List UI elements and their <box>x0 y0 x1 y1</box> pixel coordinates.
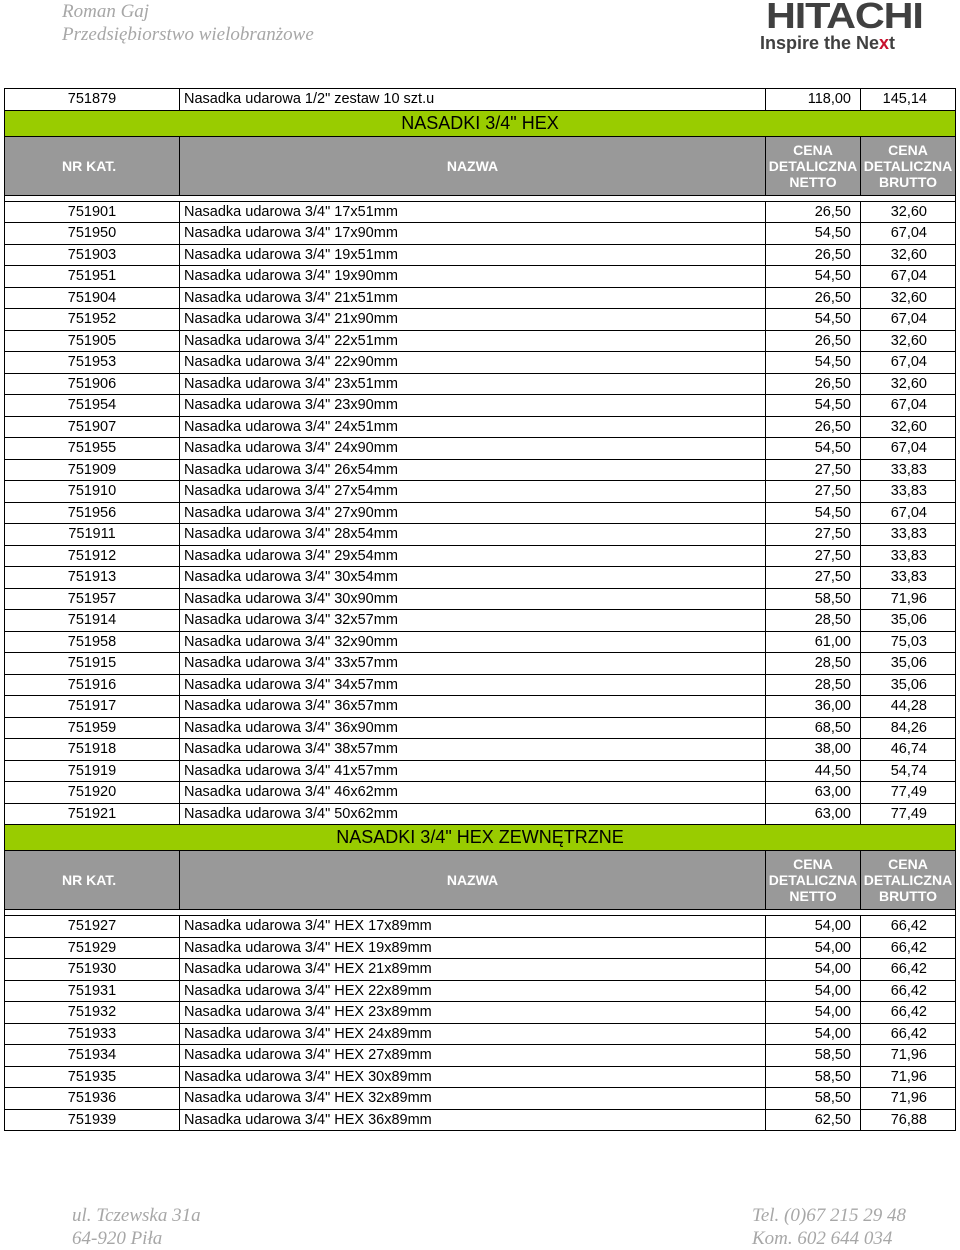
price-netto: 54,00 <box>766 1002 861 1024</box>
price-netto: 54,50 <box>766 438 861 460</box>
table-row <box>5 980 956 1002</box>
logo-tagline-a: Inspire the Ne <box>760 33 880 53</box>
product-name: Nasadka udarowa 3/4" HEX 24x89mm <box>180 1023 766 1045</box>
catalog-number: 751955 <box>5 438 180 460</box>
price-brutto: 84,26 <box>861 717 956 739</box>
price-brutto: 32,60 <box>861 287 956 309</box>
table-row <box>5 545 956 567</box>
catalog-number: 751935 <box>5 1066 180 1088</box>
price-brutto: 71,96 <box>861 1088 956 1110</box>
catalog-number: 751932 <box>5 1002 180 1024</box>
product-name: Nasadka udarowa 3/4" HEX 32x89mm <box>180 1088 766 1110</box>
product-name: Nasadka udarowa 3/4" 30x54mm <box>180 567 766 589</box>
section-title: NASADKI 3/4" HEX <box>5 110 956 136</box>
price-brutto: 66,42 <box>861 916 956 938</box>
catalog-number: 751920 <box>5 782 180 804</box>
section-title: NASADKI 3/4" HEX ZEWNĘTRZNE <box>5 825 956 851</box>
section-title-row <box>5 825 956 851</box>
price-brutto: 44,28 <box>861 696 956 718</box>
product-name: Nasadka udarowa 3/4" 50x62mm <box>180 803 766 825</box>
price-brutto: 66,42 <box>861 959 956 981</box>
product-name: Nasadka udarowa 3/4" 34x57mm <box>180 674 766 696</box>
product-name: Nasadka udarowa 3/4" 23x51mm <box>180 373 766 395</box>
column-header-line: DETALICZNA <box>768 157 858 174</box>
column-header-line: NETTO <box>789 888 837 904</box>
table-row <box>5 1088 956 1110</box>
price-netto: 54,00 <box>766 959 861 981</box>
price-netto: 44,50 <box>766 760 861 782</box>
price-netto: 28,50 <box>766 653 861 675</box>
table-row <box>5 438 956 460</box>
price-brutto: 67,04 <box>861 438 956 460</box>
footer-street: ul. Tczewska 31a <box>72 1205 201 1226</box>
column-header-name: NAZWA <box>180 136 766 195</box>
catalog-number: 751906 <box>5 373 180 395</box>
price-netto: 36,00 <box>766 696 861 718</box>
price-netto: 54,00 <box>766 937 861 959</box>
catalog-number: 751952 <box>5 309 180 331</box>
table-row <box>5 1002 956 1024</box>
catalog-number: 751903 <box>5 244 180 266</box>
price-netto: 27,50 <box>766 567 861 589</box>
catalog-number: 751879 <box>5 89 180 111</box>
price-brutto: 76,88 <box>861 1109 956 1131</box>
catalog-number: 751931 <box>5 980 180 1002</box>
product-name: Nasadka udarowa 3/4" 29x54mm <box>180 545 766 567</box>
table-row <box>5 244 956 266</box>
product-name: Nasadka udarowa 3/4" HEX 23x89mm <box>180 1002 766 1024</box>
table-row <box>5 481 956 503</box>
product-name: Nasadka udarowa 3/4" 23x90mm <box>180 395 766 417</box>
column-header-name: NAZWA <box>180 851 766 910</box>
price-brutto: 66,42 <box>861 980 956 1002</box>
product-name: Nasadka udarowa 1/2" zestaw 10 szt.u <box>180 89 766 111</box>
table-row <box>5 760 956 782</box>
price-brutto: 71,96 <box>861 588 956 610</box>
hitachi-logo <box>760 0 940 54</box>
table-row <box>5 287 956 309</box>
column-header-line: DETALICZNA <box>768 872 858 888</box>
product-name: Nasadka udarowa 3/4" HEX 22x89mm <box>180 980 766 1002</box>
price-netto: 68,50 <box>766 717 861 739</box>
column-header-line: CENA <box>888 141 928 158</box>
price-netto: 54,50 <box>766 502 861 524</box>
product-name: Nasadka udarowa 3/4" 32x90mm <box>180 631 766 653</box>
price-brutto: 32,60 <box>861 244 956 266</box>
price-brutto: 66,42 <box>861 1023 956 1045</box>
price-brutto: 33,83 <box>861 567 956 589</box>
footer-phone: Tel. (0)67 215 29 48 <box>752 1205 906 1226</box>
column-header-line: BRUTTO <box>878 173 938 190</box>
table-row <box>5 588 956 610</box>
column-header-nr: NR KAT. <box>5 136 180 195</box>
price-netto: 26,50 <box>766 201 861 223</box>
price-brutto: 77,49 <box>861 803 956 825</box>
price-netto: 62,50 <box>766 1109 861 1131</box>
product-name: Nasadka udarowa 3/4" 17x51mm <box>180 201 766 223</box>
product-name: Nasadka udarowa 3/4" HEX 36x89mm <box>180 1109 766 1131</box>
table-row <box>5 201 956 223</box>
price-netto: 54,50 <box>766 395 861 417</box>
column-header-line: CENA <box>793 856 833 872</box>
table-row <box>5 89 956 111</box>
catalog-number: 751919 <box>5 760 180 782</box>
product-name: Nasadka udarowa 3/4" HEX 19x89mm <box>180 937 766 959</box>
product-name: Nasadka udarowa 3/4" 41x57mm <box>180 760 766 782</box>
footer-address <box>72 1204 201 1250</box>
table-row <box>5 352 956 374</box>
table-row <box>5 1045 956 1067</box>
product-name: Nasadka udarowa 3/4" 38x57mm <box>180 739 766 761</box>
column-header-netto <box>766 851 861 910</box>
table-row <box>5 502 956 524</box>
table-row <box>5 782 956 804</box>
product-name: Nasadka udarowa 3/4" 36x57mm <box>180 696 766 718</box>
catalog-number: 751957 <box>5 588 180 610</box>
column-header-line: NETTO <box>789 173 837 190</box>
catalog-number: 751927 <box>5 916 180 938</box>
logo-name: HITACHI <box>766 0 923 36</box>
column-header-row <box>5 136 956 195</box>
product-name: Nasadka udarowa 3/4" 21x90mm <box>180 309 766 331</box>
product-name: Nasadka udarowa 3/4" HEX 30x89mm <box>180 1066 766 1088</box>
price-brutto: 33,83 <box>861 481 956 503</box>
price-netto: 54,00 <box>766 980 861 1002</box>
table-row <box>5 1023 956 1045</box>
catalog-number: 751930 <box>5 959 180 981</box>
price-brutto: 54,74 <box>861 760 956 782</box>
price-brutto: 67,04 <box>861 395 956 417</box>
catalog-number: 751910 <box>5 481 180 503</box>
table-row <box>5 416 956 438</box>
catalog-number: 751901 <box>5 201 180 223</box>
column-header-row <box>5 851 956 910</box>
catalog-number: 751909 <box>5 459 180 481</box>
catalog-number: 751918 <box>5 739 180 761</box>
price-netto: 54,00 <box>766 1023 861 1045</box>
table-row <box>5 1066 956 1088</box>
price-brutto: 67,04 <box>861 502 956 524</box>
column-header-line: DETALICZNA <box>863 157 953 174</box>
catalog-number: 751939 <box>5 1109 180 1131</box>
table-row <box>5 223 956 245</box>
price-netto: 118,00 <box>766 89 861 111</box>
column-header-brutto <box>861 851 956 910</box>
price-netto: 27,50 <box>766 481 861 503</box>
company-name: Roman Gaj <box>62 1 150 22</box>
price-netto: 63,00 <box>766 803 861 825</box>
column-header-line: CENA <box>793 141 833 158</box>
catalog-number: 751911 <box>5 524 180 546</box>
price-netto: 61,00 <box>766 631 861 653</box>
table-row <box>5 395 956 417</box>
column-header-netto <box>766 136 861 195</box>
price-netto: 54,00 <box>766 916 861 938</box>
catalog-number: 751912 <box>5 545 180 567</box>
product-name: Nasadka udarowa 3/4" HEX 27x89mm <box>180 1045 766 1067</box>
price-brutto: 35,06 <box>861 653 956 675</box>
table-row <box>5 937 956 959</box>
product-name: Nasadka udarowa 3/4" 22x51mm <box>180 330 766 352</box>
table-row <box>5 373 956 395</box>
table-row <box>5 916 956 938</box>
company-description: Przedsiębiorstwo wielobranżowe <box>62 24 314 45</box>
price-netto: 26,50 <box>766 287 861 309</box>
product-name: Nasadka udarowa 3/4" 21x51mm <box>180 287 766 309</box>
company-block <box>62 0 314 46</box>
catalog-number: 751916 <box>5 674 180 696</box>
product-name: Nasadka udarowa 3/4" 27x54mm <box>180 481 766 503</box>
price-netto: 38,00 <box>766 739 861 761</box>
product-name: Nasadka udarowa 3/4" HEX 17x89mm <box>180 916 766 938</box>
price-netto: 27,50 <box>766 459 861 481</box>
price-brutto: 32,60 <box>861 373 956 395</box>
table-row <box>5 739 956 761</box>
catalog-number: 751958 <box>5 631 180 653</box>
price-netto: 27,50 <box>766 545 861 567</box>
price-netto: 63,00 <box>766 782 861 804</box>
price-netto: 54,50 <box>766 309 861 331</box>
product-name: Nasadka udarowa 3/4" 17x90mm <box>180 223 766 245</box>
price-brutto: 67,04 <box>861 266 956 288</box>
product-name: Nasadka udarowa 3/4" 19x90mm <box>180 266 766 288</box>
catalog-number: 751959 <box>5 717 180 739</box>
logo-tagline-b: t <box>889 33 896 53</box>
price-netto: 26,50 <box>766 330 861 352</box>
price-netto: 54,50 <box>766 266 861 288</box>
logo-tagline-x: x <box>879 33 890 53</box>
price-netto: 28,50 <box>766 674 861 696</box>
table-row <box>5 696 956 718</box>
price-brutto: 66,42 <box>861 1002 956 1024</box>
price-brutto: 77,49 <box>861 782 956 804</box>
price-netto: 28,50 <box>766 610 861 632</box>
catalog-number: 751929 <box>5 937 180 959</box>
price-brutto: 32,60 <box>861 330 956 352</box>
table-row <box>5 631 956 653</box>
section-title-row <box>5 110 956 136</box>
table-row <box>5 524 956 546</box>
catalog-number: 751950 <box>5 223 180 245</box>
catalog-number: 751956 <box>5 502 180 524</box>
catalog-number: 751921 <box>5 803 180 825</box>
price-brutto: 46,74 <box>861 739 956 761</box>
table-row <box>5 330 956 352</box>
price-brutto: 66,42 <box>861 937 956 959</box>
price-brutto: 71,96 <box>861 1045 956 1067</box>
column-header-line: CENA <box>888 856 928 872</box>
table-row <box>5 803 956 825</box>
price-brutto: 67,04 <box>861 223 956 245</box>
catalog-number: 751907 <box>5 416 180 438</box>
product-name: Nasadka udarowa 3/4" 30x90mm <box>180 588 766 610</box>
price-netto: 27,50 <box>766 524 861 546</box>
price-brutto: 35,06 <box>861 674 956 696</box>
product-name: Nasadka udarowa 3/4" 19x51mm <box>180 244 766 266</box>
catalog-number: 751933 <box>5 1023 180 1045</box>
price-brutto: 33,83 <box>861 524 956 546</box>
table-row <box>5 567 956 589</box>
table-row <box>5 610 956 632</box>
catalog-number: 751915 <box>5 653 180 675</box>
price-brutto: 33,83 <box>861 545 956 567</box>
price-brutto: 145,14 <box>861 89 956 111</box>
product-name: Nasadka udarowa 3/4" 28x54mm <box>180 524 766 546</box>
product-name: Nasadka udarowa 3/4" 22x90mm <box>180 352 766 374</box>
price-netto: 58,50 <box>766 1045 861 1067</box>
column-header-line: DETALICZNA <box>863 872 953 888</box>
table-row <box>5 1109 956 1131</box>
price-brutto: 32,60 <box>861 201 956 223</box>
product-name: Nasadka udarowa 3/4" 26x54mm <box>180 459 766 481</box>
product-name: Nasadka udarowa 3/4" 33x57mm <box>180 653 766 675</box>
table-row <box>5 959 956 981</box>
table-row <box>5 459 956 481</box>
catalog-number: 751936 <box>5 1088 180 1110</box>
price-list-table <box>4 88 956 1131</box>
footer-contact <box>752 1204 906 1250</box>
price-brutto: 67,04 <box>861 309 956 331</box>
footer-mobile: Kom. 602 644 034 <box>752 1228 893 1249</box>
catalog-number: 751954 <box>5 395 180 417</box>
product-name: Nasadka udarowa 3/4" 27x90mm <box>180 502 766 524</box>
catalog-number: 751934 <box>5 1045 180 1067</box>
price-netto: 26,50 <box>766 416 861 438</box>
product-name: Nasadka udarowa 3/4" 36x90mm <box>180 717 766 739</box>
price-netto: 58,50 <box>766 588 861 610</box>
catalog-number: 751905 <box>5 330 180 352</box>
price-brutto: 75,03 <box>861 631 956 653</box>
catalog-number: 751953 <box>5 352 180 374</box>
catalog-number: 751951 <box>5 266 180 288</box>
price-brutto: 67,04 <box>861 352 956 374</box>
table-row <box>5 653 956 675</box>
catalog-number: 751904 <box>5 287 180 309</box>
price-netto: 54,50 <box>766 352 861 374</box>
table-row <box>5 266 956 288</box>
column-header-nr: NR KAT. <box>5 851 180 910</box>
column-header-line: BRUTTO <box>878 888 938 904</box>
product-name: Nasadka udarowa 3/4" 24x51mm <box>180 416 766 438</box>
table-row <box>5 674 956 696</box>
price-netto: 58,50 <box>766 1088 861 1110</box>
price-netto: 58,50 <box>766 1066 861 1088</box>
table-row <box>5 717 956 739</box>
catalog-number: 751913 <box>5 567 180 589</box>
catalog-number: 751914 <box>5 610 180 632</box>
price-brutto: 71,96 <box>861 1066 956 1088</box>
table-row <box>5 309 956 331</box>
price-netto: 54,50 <box>766 223 861 245</box>
price-netto: 26,50 <box>766 244 861 266</box>
product-name: Nasadka udarowa 3/4" 24x90mm <box>180 438 766 460</box>
footer-city: 64-920 Piła <box>72 1228 163 1249</box>
catalog-number: 751917 <box>5 696 180 718</box>
product-name: Nasadka udarowa 3/4" HEX 21x89mm <box>180 959 766 981</box>
product-name: Nasadka udarowa 3/4" 46x62mm <box>180 782 766 804</box>
price-brutto: 33,83 <box>861 459 956 481</box>
price-brutto: 32,60 <box>861 416 956 438</box>
column-header-brutto <box>861 136 956 195</box>
product-name: Nasadka udarowa 3/4" 32x57mm <box>180 610 766 632</box>
price-netto: 26,50 <box>766 373 861 395</box>
price-brutto: 35,06 <box>861 610 956 632</box>
